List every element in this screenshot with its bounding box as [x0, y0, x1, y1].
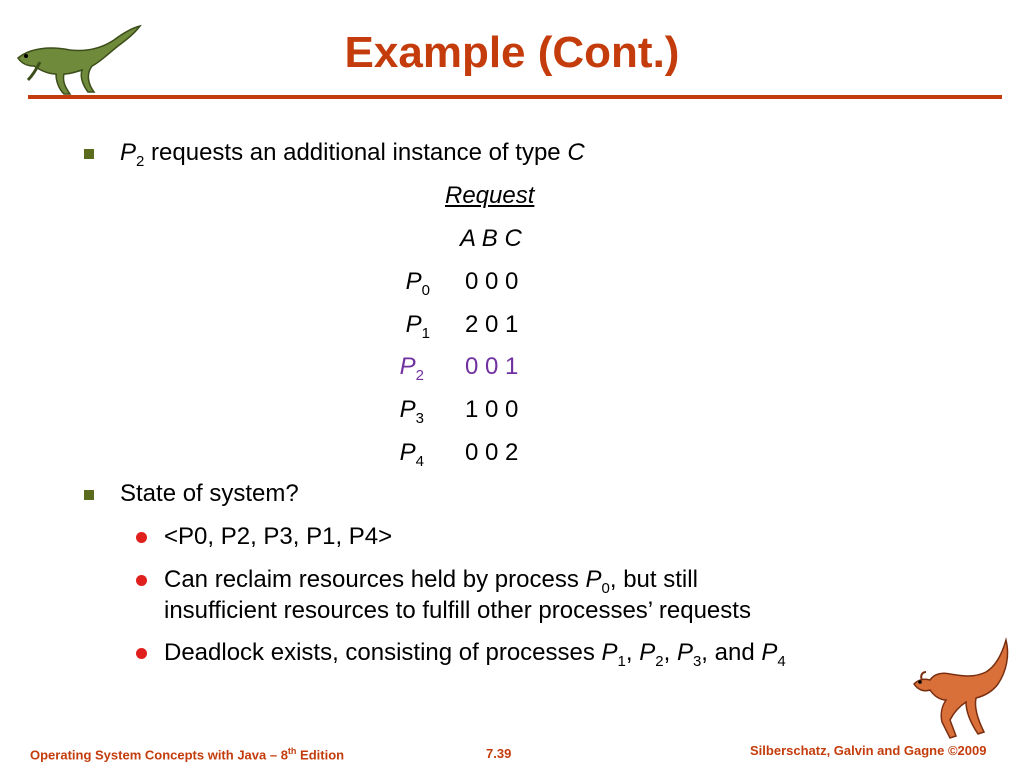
- square-bullet-icon: [84, 490, 94, 500]
- bullet-state-text: State of system?: [120, 480, 299, 507]
- safe-sequence-text: <P0, P2, P3, P1, P4>: [164, 523, 393, 550]
- footer-page-number: 7.39: [486, 746, 512, 761]
- request-row-values: 1 0 0: [465, 396, 519, 423]
- round-bullet-icon: [136, 575, 147, 586]
- request-row-values-highlighted: 0 0 1: [465, 353, 519, 380]
- reclaim-text-line2: insufficient resources to fulfill other processes’ requests: [164, 597, 751, 624]
- process-label: $P_3$: [399, 396, 424, 427]
- request-table-title: Request: [445, 182, 535, 209]
- process-label-highlighted: $P_2$: [399, 353, 424, 384]
- slide-title: Example (Cont.): [344, 28, 680, 77]
- request-row-values: 0 0 0: [465, 268, 519, 295]
- title-divider: [28, 95, 1002, 99]
- request-row-values: 2 0 1: [465, 311, 519, 338]
- process-label: $P_1$: [405, 311, 430, 342]
- process-label: $P_0$: [405, 268, 430, 299]
- deadlock-text: Deadlock exists, consisting of processes $P_1$, $P_2$, $P_3$, and $P_4$: [164, 639, 786, 670]
- round-bullet-icon: [136, 532, 147, 543]
- bullet-request-text: $P_2$ requests an additional instance of type C: [120, 139, 585, 170]
- footer-book-title: Operating System Concepts with Java – 8th Edition: [30, 746, 345, 763]
- square-bullet-icon: [84, 149, 94, 159]
- footer-authors: Silberschatz, Galvin and Gagne ©2009: [750, 743, 987, 758]
- dinosaur-bottom-icon: [906, 636, 1016, 744]
- request-row-values: 0 0 2: [465, 439, 519, 466]
- round-bullet-icon: [136, 648, 147, 659]
- request-table-columns: A B C: [460, 225, 522, 252]
- reclaim-text: Can reclaim resources held by process $P_0$, but still: [164, 566, 698, 597]
- process-label: $P_4$: [399, 439, 424, 470]
